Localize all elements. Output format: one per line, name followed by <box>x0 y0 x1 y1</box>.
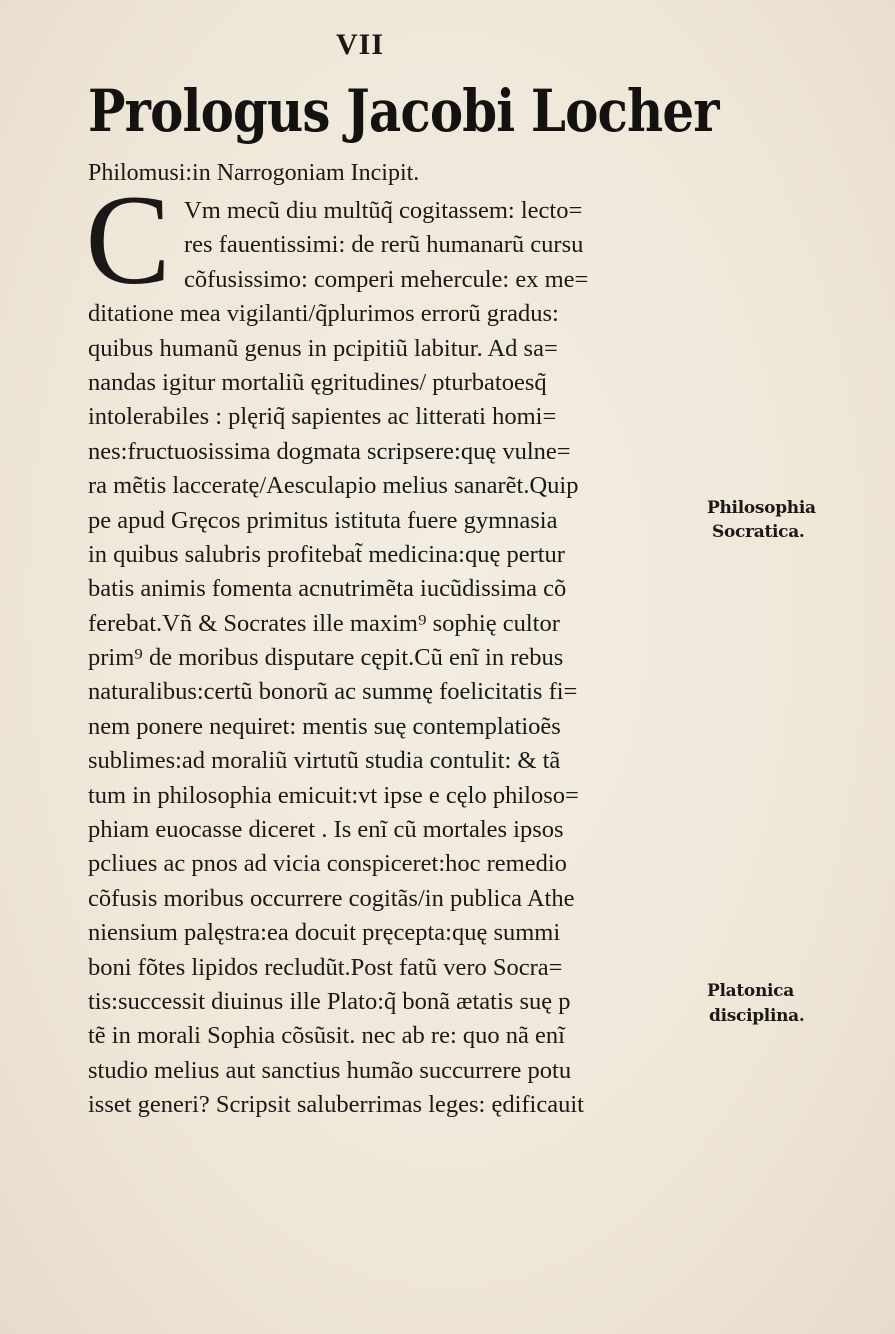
text-line: phiam euocasse diceret . Is enĩ cũ mortales ipsos <box>88 816 564 844</box>
prologue-body-text <box>88 194 728 1123</box>
text-line: tis:successit diuinus ille Plato:q̃ bonã ætatis suę p <box>88 987 571 1015</box>
margin-note-disciplina: disciplina. <box>709 1006 805 1026</box>
text-line: sublimes:ad moraliũ virtutũ studia contulit: & tã <box>88 747 561 775</box>
text-line: quibus humanũ genus in pcipitiũ labitur. Ad sa= <box>88 334 558 362</box>
text-line: pe apud Gręcos primitus istituta fuere gymnasia <box>88 506 558 534</box>
text-line: prim⁹ de moribus disputare cępit.Cũ enĩ in rebus <box>88 644 564 672</box>
text-line: studio melius aut sanctius humão succurrere potu <box>88 1056 572 1084</box>
text-line: Vm mecũ diu multũq̃ cogitassem: lecto= <box>184 197 583 224</box>
margin-note-philosophia: Philosophia <box>707 498 816 518</box>
text-line: intolerabiles : plęriq̃ sapientes ac litterati homi= <box>88 403 557 431</box>
text-line: in quibus salubris profitebat̃ medicina:quę pertur <box>88 540 565 568</box>
text-line: ditatione mea vigilanti/q̃plurimos errorũ gradus: <box>88 300 559 328</box>
text-line: nem ponere nequiret: mentis suę contemplatioẽs <box>88 712 561 740</box>
text-line: naturalibus:certũ bonorũ ac summę foelicitatis fi= <box>88 678 578 706</box>
text-line: batis animis fomenta acnutrimẽta iucũdissima cõ <box>88 575 567 603</box>
text-line: niensium palęstra:ea docuit pręcepta:quę summi <box>88 919 561 947</box>
text-line: res fauentissimi: de rerũ humanarũ cursu <box>184 231 584 259</box>
prologue-title: Prologus Jacobi Locher <box>88 77 719 145</box>
text-line: ra mẽtis lacceratę/Aesculapio melius sanarẽt.Quip <box>88 472 579 500</box>
text-line: boni fõtes lipidos recludũt.Post fatũ vero Socra= <box>88 953 563 981</box>
text-line: cõfusissimo: comperi mehercule: ex me= <box>184 265 589 293</box>
margin-note-platonica: Platonica <box>707 981 794 1001</box>
text-line: ferebat.Vñ & Socrates ille maxim⁹ sophię cultor <box>88 609 560 637</box>
margin-note-socratica: Socratica. <box>712 522 805 542</box>
drop-cap-initial: C <box>85 169 171 311</box>
text-line: isset generi? Scripsit saluberrimas leges: ędificauit <box>88 1091 584 1119</box>
text-line: nes:fructuosissima dogmata scripsere:quę vulne= <box>88 437 571 465</box>
text-line: tẽ in morali Sophia cõsũsit. nec ab re: quo nã enĩ <box>88 1022 565 1050</box>
text-line: tum in philosophia emicuit:vt ipse e cęlo philoso= <box>88 781 579 809</box>
text-line: pcliues ac pnos ad vicia conspiceret:hoc remedio <box>88 850 567 878</box>
text-line: cõfusis moribus occurrere cogitãs/in publica Athe <box>88 884 575 912</box>
text-line: nandas igitur mortaliũ ęgritudines/ pturbatoesq̃ <box>88 368 547 396</box>
prologue-subtitle: Philomusi:in Narrogoniam Incipit. <box>88 160 420 186</box>
page-folio-number: VII <box>335 28 384 61</box>
